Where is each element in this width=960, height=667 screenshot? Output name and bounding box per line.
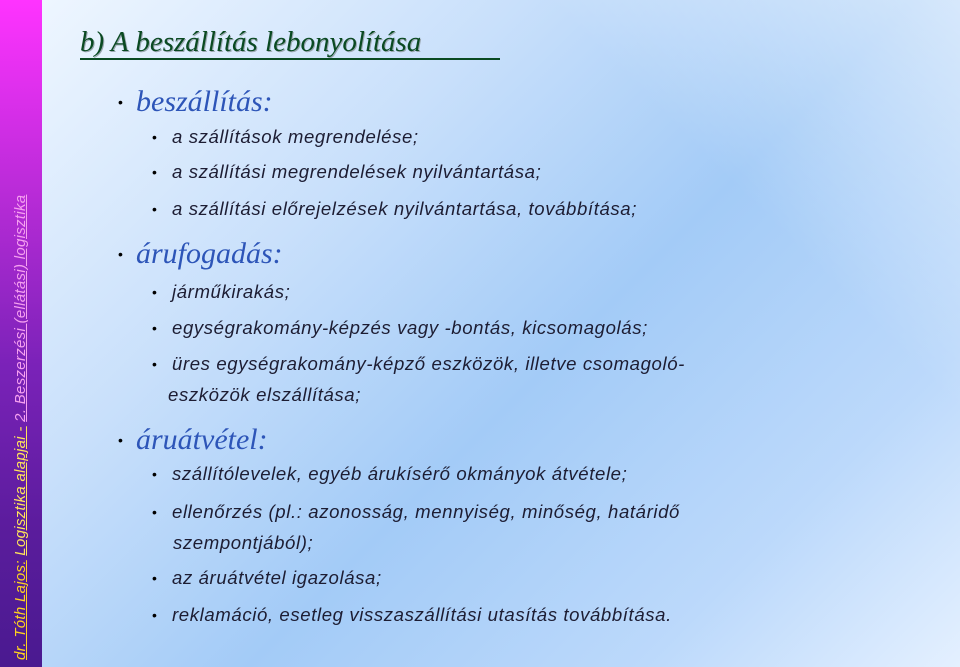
list-item: • járműkirakás; xyxy=(152,281,291,302)
list-item-continuation: eszközök elszállítása; xyxy=(168,384,362,405)
bullet-icon: • xyxy=(118,246,123,262)
section-heading-beszallitas: • beszállítás: xyxy=(118,85,273,118)
bullet-icon: • xyxy=(118,432,123,448)
list-item: • szállítólevelek, egyéb árukísérő okmányok átvétele; xyxy=(152,463,628,484)
list-item: • a szállítási megrendelések nyilvántartása; xyxy=(152,161,542,182)
bullet-icon: • xyxy=(152,164,157,180)
bullet-icon: • xyxy=(152,129,157,145)
list-item: • ellenőrzés (pl.: azonosság, mennyiség, minőség, határidő xyxy=(152,501,681,522)
bullet-icon: • xyxy=(152,356,157,372)
list-item: • egységrakomány-képzés vagy -bontás, kicsomagolás; xyxy=(152,317,648,338)
sidebar-course: Logisztika alapjai - xyxy=(12,426,29,556)
sidebar-footer-text xyxy=(12,195,30,660)
list-item-continuation: szempontjából); xyxy=(173,532,314,553)
bullet-icon: • xyxy=(152,201,157,217)
sidebar-author: dr. Tóth Lajos: xyxy=(12,560,29,660)
list-item: • a szállítások megrendelése; xyxy=(152,126,419,147)
bullet-icon: • xyxy=(152,320,157,336)
slide-content xyxy=(42,0,960,667)
bullet-icon: • xyxy=(118,94,123,110)
sidebar-chapter: 2. Beszerzési (ellátási) logisztika xyxy=(12,194,29,422)
section-heading-arufogadas: • árufogadás: xyxy=(118,237,283,270)
slide-title: b) A beszállítás lebonyolítása xyxy=(80,26,422,58)
bullet-icon: • xyxy=(152,466,157,482)
bullet-icon: • xyxy=(152,607,157,623)
bullet-icon: • xyxy=(152,504,157,520)
list-item: • reklamáció, esetleg visszaszállítási utasítás továbbítása. xyxy=(152,604,672,625)
list-item: • a szállítási előrejelzések nyilvántartása, továbbítása; xyxy=(152,198,638,219)
sidebar-band xyxy=(0,0,42,667)
bullet-icon: • xyxy=(152,284,157,300)
slide-title-block xyxy=(80,26,500,60)
bullet-icon: • xyxy=(152,570,157,586)
list-item: • üres egységrakomány-képző eszközök, illetve csomagoló- xyxy=(152,353,685,374)
list-item: • az áruátvétel igazolása; xyxy=(152,567,382,588)
section-heading-aruatvetel: • áruátvétel: xyxy=(118,423,268,456)
